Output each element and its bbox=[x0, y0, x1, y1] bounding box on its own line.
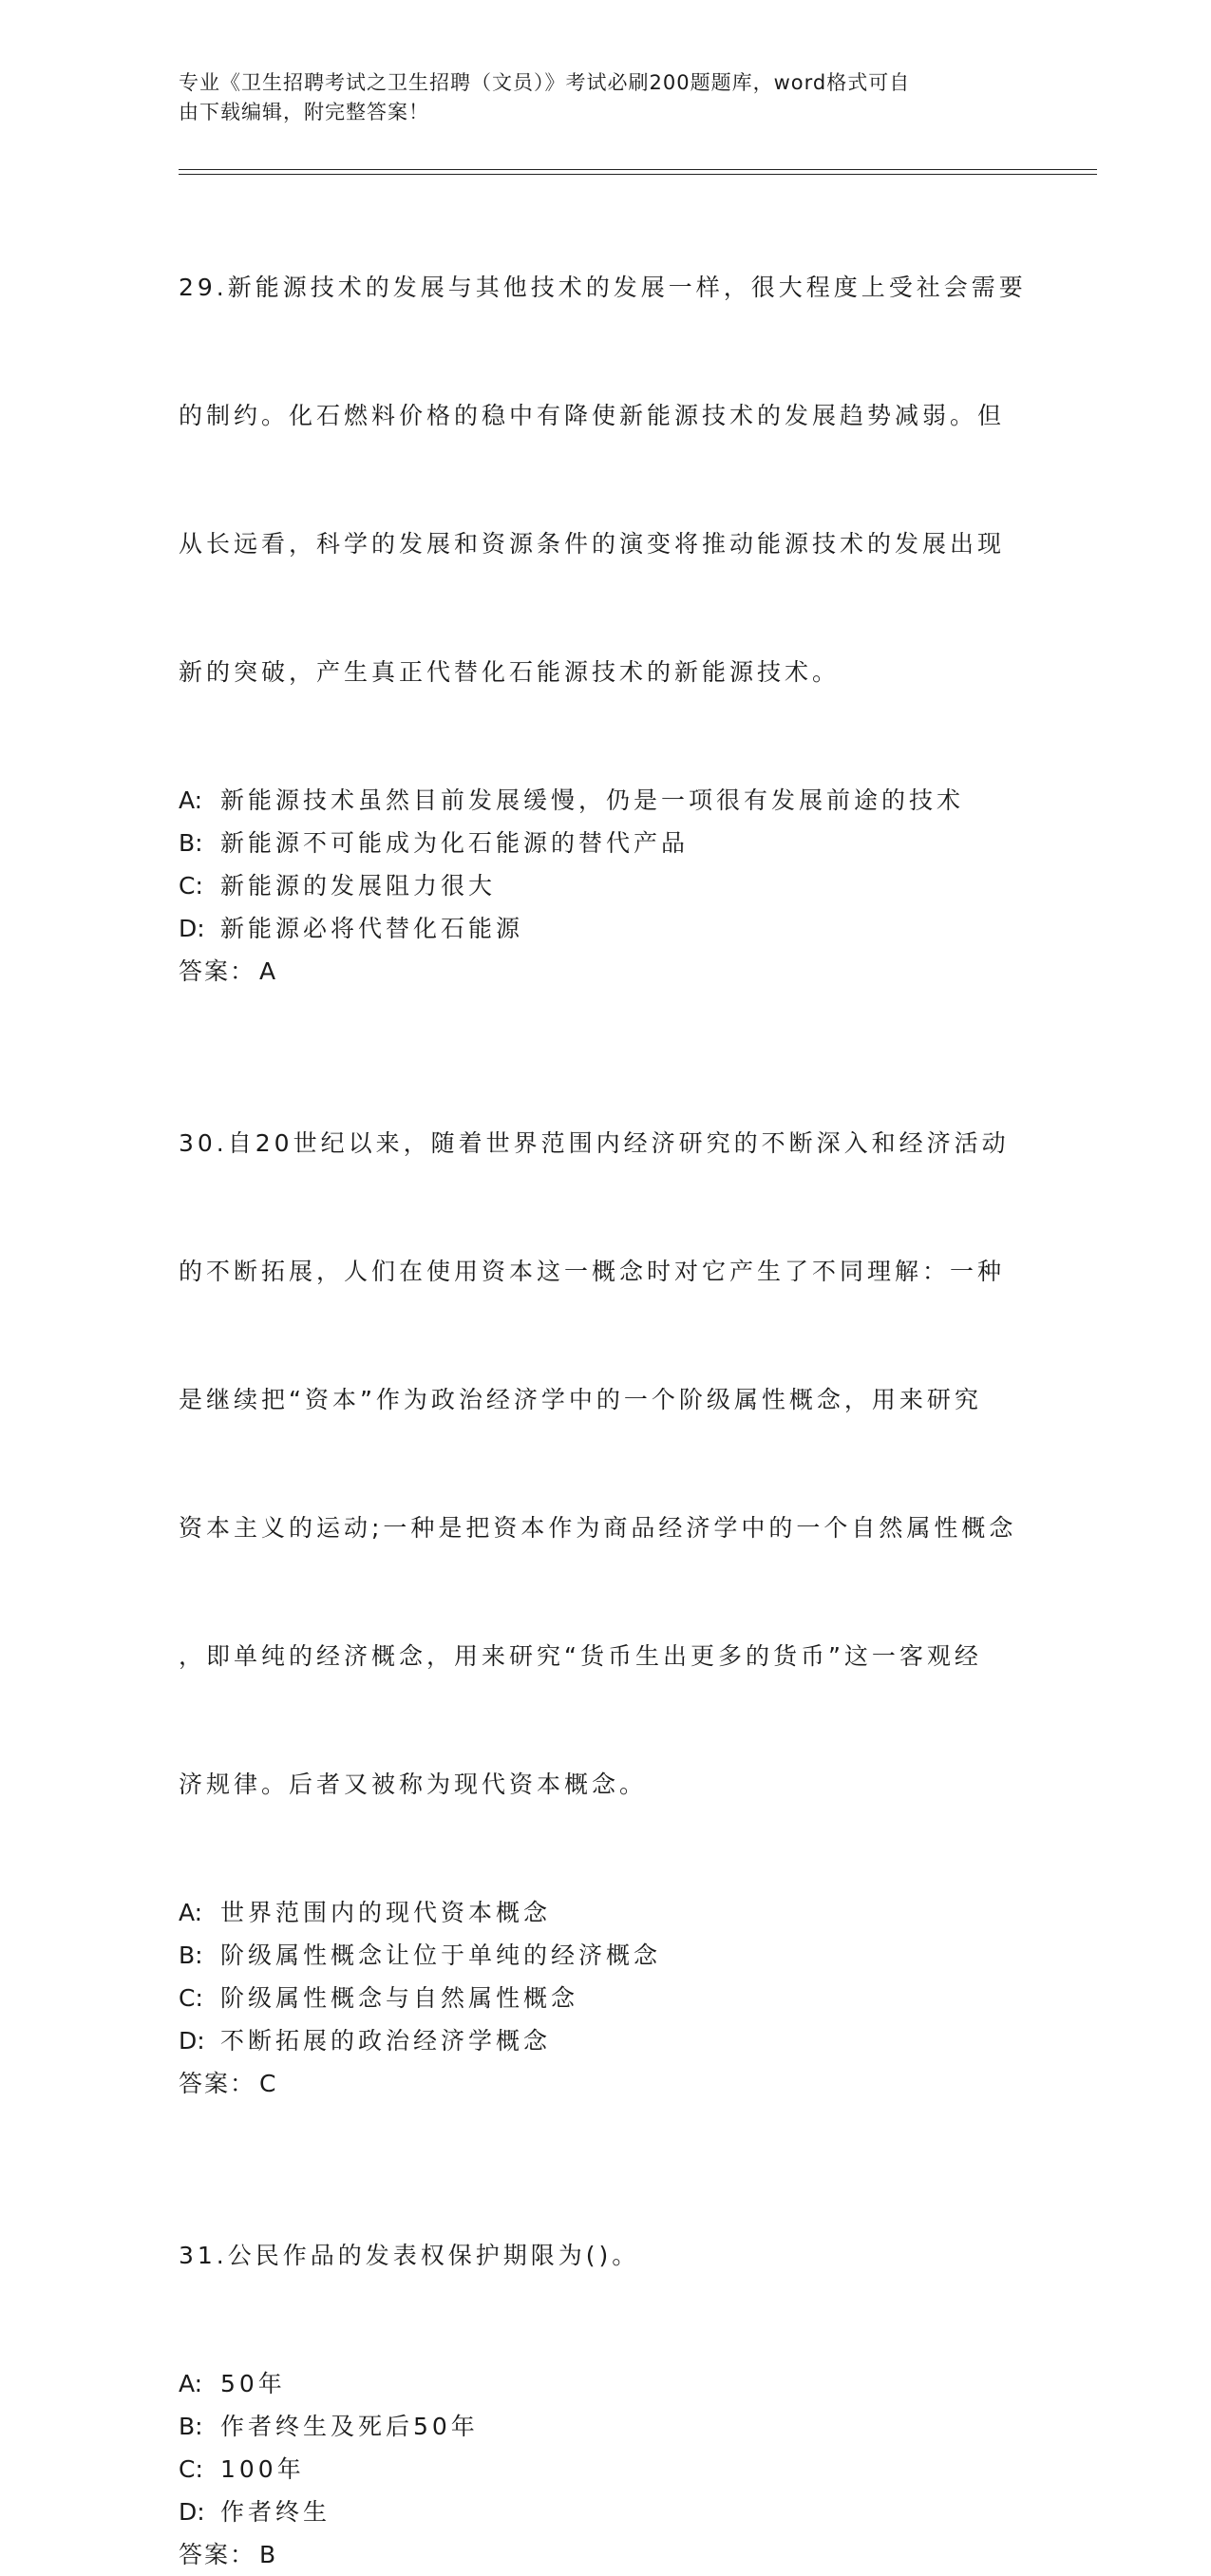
option-text: 50年 bbox=[220, 2370, 286, 2397]
option-letter: A: bbox=[179, 786, 203, 814]
question-text-line: 资本主义的运动;一种是把资本作为商品经济学中的一个自然属性概念 bbox=[179, 1514, 1017, 1542]
option-a bbox=[179, 2362, 1033, 2405]
option-text: 阶级属性概念与自然属性概念 bbox=[220, 1984, 579, 2012]
option-d bbox=[179, 2019, 1033, 2062]
question-text-line: 是继续把“资本”作为政治经济学中的一个阶级属性概念，用来研究 bbox=[179, 1386, 982, 1413]
question-list bbox=[179, 180, 1033, 2576]
option-letter: D: bbox=[179, 915, 205, 942]
question-text-line: 30.自20世纪以来，随着世界范围内经济研究的不断深入和经济活动 bbox=[179, 1129, 1010, 1157]
option-b bbox=[179, 2405, 1033, 2448]
question-spacer bbox=[179, 2105, 1033, 2149]
option-d bbox=[179, 2491, 1033, 2533]
question-text-line: 29.新能源技术的发展与其他技术的发展一样，很大程度上受社会需要 bbox=[179, 274, 1027, 301]
answer-label: 答案： bbox=[179, 957, 256, 985]
option-text: 作者终生及死后50年 bbox=[220, 2413, 479, 2440]
option-text: 世界范围内的现代资本概念 bbox=[220, 1899, 552, 1926]
question-text-line: 济规律。后者又被称为现代资本概念。 bbox=[179, 1771, 648, 1798]
option-c bbox=[179, 2448, 1033, 2491]
question-29 bbox=[179, 180, 1033, 993]
option-letter: B: bbox=[179, 829, 203, 857]
header-divider-top bbox=[179, 169, 1097, 170]
option-text: 100年 bbox=[220, 2455, 305, 2483]
question-30 bbox=[179, 1036, 1033, 2105]
option-letter: C: bbox=[179, 2455, 203, 2483]
question-text-line: 31.公民作品的发表权保护期限为()。 bbox=[179, 2242, 640, 2269]
header-divider-bottom bbox=[179, 174, 1097, 175]
option-text: 不断拓展的政治经济学概念 bbox=[220, 2027, 552, 2055]
answer-label: 答案： bbox=[179, 2541, 256, 2568]
option-a bbox=[179, 779, 1033, 822]
option-c bbox=[179, 1977, 1033, 2019]
question-text-line: 的不断拓展，人们在使用资本这一概念时对它产生了不同理解：一种 bbox=[179, 1258, 1006, 1285]
question-text-line: ，即单纯的经济概念，用来研究“货币生出更多的货币”这一客观经 bbox=[179, 1642, 982, 1670]
header-line-1: 专业《卫生招聘考试之卫生招聘（文员）》考试必刷200题题库，word格式可自 bbox=[179, 71, 911, 94]
option-text: 新能源必将代替化石能源 bbox=[220, 915, 524, 942]
answer-line bbox=[179, 950, 1033, 993]
answer-value: A bbox=[259, 957, 278, 985]
option-letter: D: bbox=[179, 2498, 205, 2526]
answer-value: C bbox=[259, 2070, 278, 2097]
option-text: 阶级属性概念让位于单纯的经济概念 bbox=[220, 1941, 662, 1969]
option-letter: B: bbox=[179, 1941, 203, 1969]
question-text bbox=[179, 1036, 1033, 1891]
question-text-line: 的制约。化石燃料价格的稳中有降使新能源技术的发展趋势减弱。但 bbox=[179, 402, 1006, 429]
answer-label: 答案： bbox=[179, 2070, 256, 2097]
option-text: 新能源不可能成为化石能源的替代产品 bbox=[220, 829, 690, 857]
option-letter: C: bbox=[179, 872, 203, 900]
option-letter: C: bbox=[179, 1984, 203, 2012]
option-text: 新能源技术虽然目前发展缓慢，仍是一项很有发展前途的技术 bbox=[220, 786, 965, 814]
option-letter: B: bbox=[179, 2413, 203, 2440]
option-d bbox=[179, 907, 1033, 950]
question-spacer bbox=[179, 993, 1033, 1036]
option-letter: D: bbox=[179, 2027, 205, 2055]
answer-value: B bbox=[259, 2541, 278, 2568]
answer-line bbox=[179, 2533, 1033, 2576]
option-c bbox=[179, 864, 1033, 907]
option-text: 作者终生 bbox=[220, 2498, 331, 2526]
header-line-2: 由下载编辑，附完整答案！ bbox=[179, 101, 429, 123]
option-b bbox=[179, 822, 1033, 864]
document-header bbox=[179, 68, 1014, 127]
question-text-line: 从长远看，科学的发展和资源条件的演变将推动能源技术的发展出现 bbox=[179, 530, 1006, 558]
option-b bbox=[179, 1934, 1033, 1977]
option-a bbox=[179, 1891, 1033, 1934]
question-31 bbox=[179, 2149, 1033, 2576]
option-letter: A: bbox=[179, 1899, 203, 1926]
option-text: 新能源的发展阻力很大 bbox=[220, 872, 497, 900]
question-text bbox=[179, 2149, 1033, 2362]
question-text bbox=[179, 180, 1033, 779]
option-letter: A: bbox=[179, 2370, 203, 2397]
question-text-line: 新的突破，产生真正代替化石能源技术的新能源技术。 bbox=[179, 658, 841, 686]
answer-line bbox=[179, 2062, 1033, 2105]
